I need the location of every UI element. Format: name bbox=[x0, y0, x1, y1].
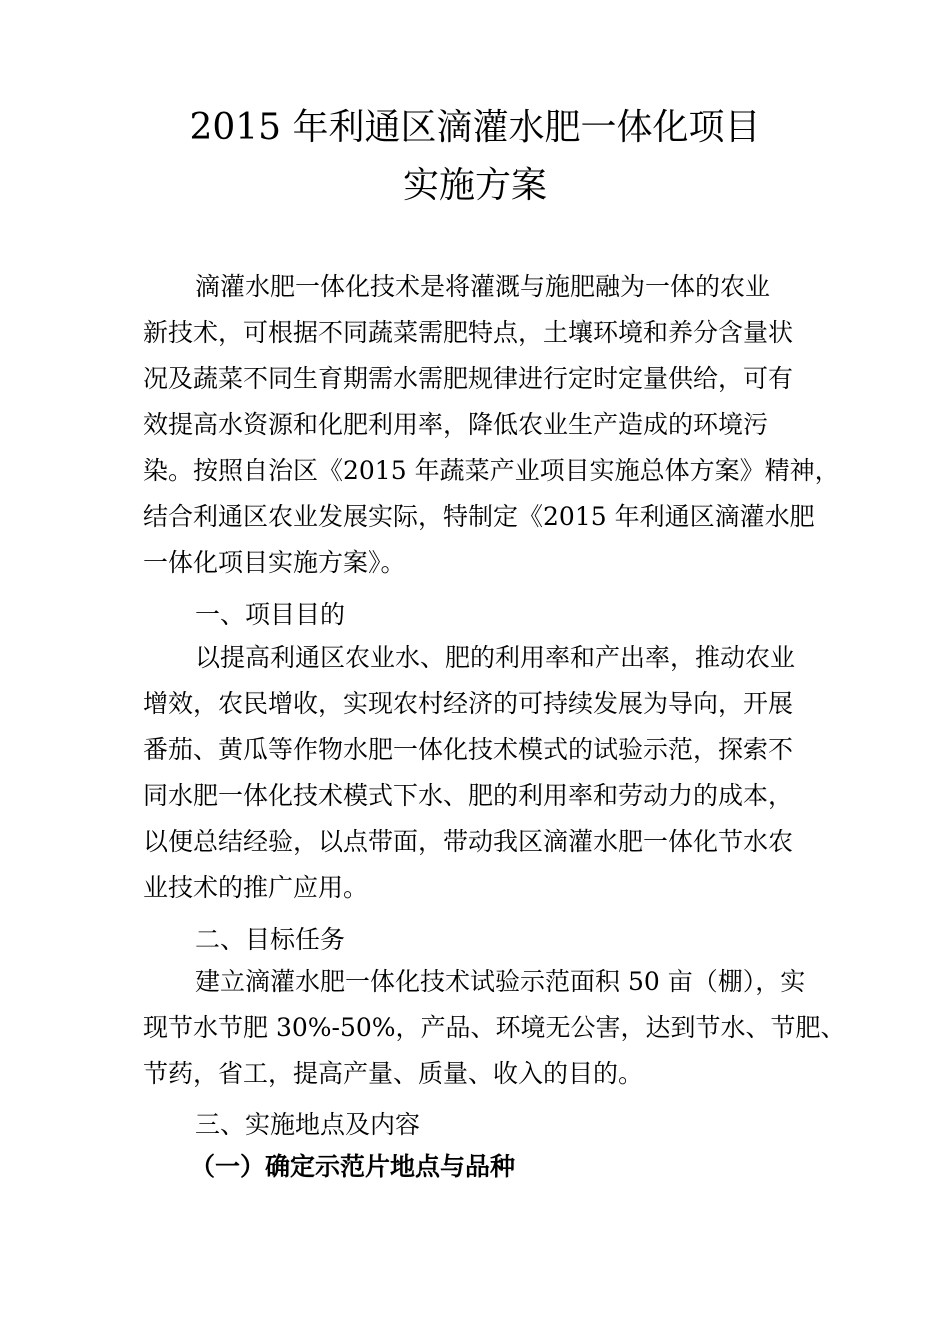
section-heading-targets: 二、目标任务 bbox=[195, 925, 346, 954]
document-title-line-2: 实施方案 bbox=[402, 165, 547, 206]
intro-line: 效提高水资源和化肥利用率，降低农业生产造成的环境污 bbox=[143, 410, 769, 439]
section-heading-location: 三、实施地点及内容 bbox=[195, 1110, 421, 1139]
section-1-line: 番茄、黄瓜等作物水肥一体化技术模式的试验示范，探索不 bbox=[143, 735, 794, 764]
section-1-line: 增效，农民增收，实现农村经济的可持续发展为导向，开展 bbox=[143, 689, 794, 718]
intro-line: 染。按照自治区《2015 年蔬菜产业项目实施总体方案》精神， bbox=[143, 456, 840, 485]
section-2-line: 节药，省工，提高产量、质量、收入的目的。 bbox=[143, 1059, 644, 1088]
subsection-heading: （一）确定示范片地点与品种 bbox=[190, 1152, 516, 1181]
section-1-line: 以便总结经验，以点带面，带动我区滴灌水肥一体化节水农 bbox=[143, 827, 794, 856]
intro-line: 结合利通区农业发展实际，特制定《2015 年利通区滴灌水肥 bbox=[143, 502, 815, 531]
section-1-line: 业技术的推广应用。 bbox=[143, 873, 369, 902]
section-2-line: 现节水节肥 30%-50%，产品、环境无公害，达到节水、节肥、 bbox=[143, 1013, 846, 1042]
section-2-line: 建立滴灌水肥一体化技术试验示范面积 50 亩（棚），实 bbox=[195, 967, 806, 996]
section-1-line: 以提高利通区农业水、肥的利用率和产出率，推动农业 bbox=[195, 643, 796, 672]
section-1-line: 同水肥一体化技术模式下水、肥的利用率和劳动力的成本， bbox=[143, 781, 794, 810]
intro-line: 况及蔬菜不同生育期需水需肥规律进行定时定量供给，可有 bbox=[143, 364, 794, 393]
section-heading-purpose: 一、项目目的 bbox=[195, 600, 346, 629]
intro-line: 新技术，可根据不同蔬菜需肥特点，土壤环境和养分含量状 bbox=[143, 318, 794, 347]
intro-line: 一体化项目实施方案》。 bbox=[143, 548, 406, 577]
intro-line: 滴灌水肥一体化技术是将灌溉与施肥融为一体的农业 bbox=[195, 272, 771, 301]
document-title-line-1: 2015 年利通区滴灌水肥一体化项目 bbox=[189, 107, 761, 148]
